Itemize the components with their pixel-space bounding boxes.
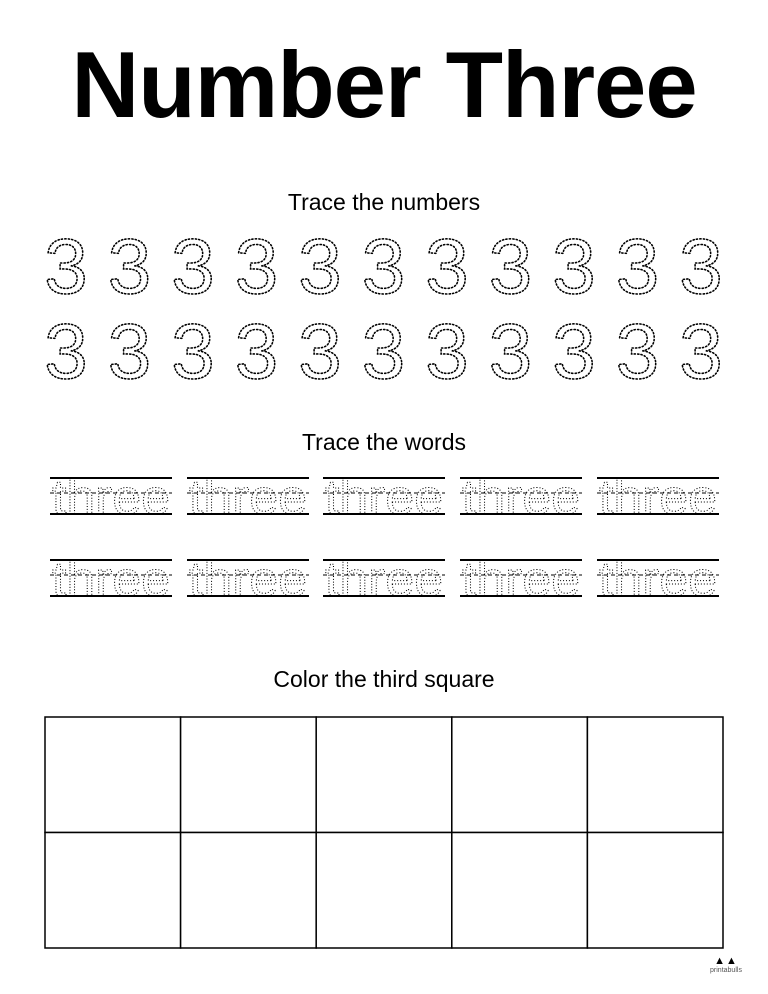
traceable-number-3: 3 (615, 307, 660, 385)
traceable-number-3: 3 (425, 307, 469, 385)
logo-text: printabulls (710, 967, 742, 974)
traceable-word: three (189, 553, 307, 607)
traceable-number-3: 3 (44, 307, 88, 385)
colorable-square[interactable] (45, 833, 181, 949)
traceable-number-3: 3 (171, 307, 215, 385)
word-tracing-box (460, 471, 582, 525)
traceable-number-3: 3 (171, 225, 215, 310)
traceable-number-3: 3 (107, 307, 152, 385)
word-tracing-box (323, 471, 445, 525)
traceable-number-3: 3 (552, 307, 596, 385)
trace-numbers-heading: Trace the numbers (287, 189, 481, 215)
word-tracing-box (597, 553, 719, 607)
colorable-square[interactable] (316, 833, 452, 949)
traceable-word: three (462, 471, 580, 525)
traceable-number-3: 3 (298, 307, 342, 385)
word-tracing-box (187, 471, 309, 525)
traceable-number-3: 3 (361, 307, 406, 385)
word-tracing-box (460, 553, 582, 607)
printabulls-logo (700, 955, 752, 974)
word-tracing-box (50, 471, 172, 525)
traceable-number-3: 3 (44, 225, 88, 310)
word-tracing-box (50, 553, 172, 607)
word-tracing-box (323, 553, 445, 607)
traceable-number-3: 3 (361, 225, 406, 310)
traceable-number-3: 3 (298, 225, 342, 310)
traceable-word: three (325, 471, 443, 525)
word-tracing-area (0, 465, 768, 610)
traceable-word: three (462, 553, 580, 607)
colorable-square[interactable] (452, 717, 588, 833)
traceable-number-3: 3 (234, 225, 279, 310)
traceable-word: three (189, 471, 307, 525)
colorable-square[interactable] (587, 717, 723, 833)
traceable-number-3: 3 (488, 225, 533, 310)
bull-icon: ▲▲ (714, 955, 738, 967)
traceable-word: three (52, 553, 170, 607)
colorable-square[interactable] (45, 717, 181, 833)
colorable-square[interactable] (181, 717, 317, 833)
word-tracing-box (597, 471, 719, 525)
trace-words-heading: Trace the words (301, 429, 467, 455)
colorable-square[interactable] (316, 717, 452, 833)
traceable-number-3: 3 (679, 307, 723, 385)
traceable-number-3: 3 (234, 307, 279, 385)
traceable-word: three (325, 553, 443, 607)
traceable-number-3: 3 (425, 225, 469, 310)
colorable-square[interactable] (181, 833, 317, 949)
color-squares-heading: Color the third square (273, 666, 495, 692)
word-tracing-box (187, 553, 309, 607)
squares-grid (0, 710, 768, 955)
page-title: Number Three (71, 32, 697, 137)
traceable-word: three (599, 471, 717, 525)
traceable-number-3: 3 (679, 225, 723, 310)
traceable-number-3: 3 (552, 225, 596, 310)
colorable-square[interactable] (452, 833, 588, 949)
traceable-word: three (599, 553, 717, 607)
traceable-number-3: 3 (488, 307, 533, 385)
traceable-number-3: 3 (615, 225, 660, 310)
traceable-word: three (52, 471, 170, 525)
traceable-number-3: 3 (107, 225, 152, 310)
number-tracing-area (0, 225, 768, 385)
colorable-square[interactable] (587, 833, 723, 949)
